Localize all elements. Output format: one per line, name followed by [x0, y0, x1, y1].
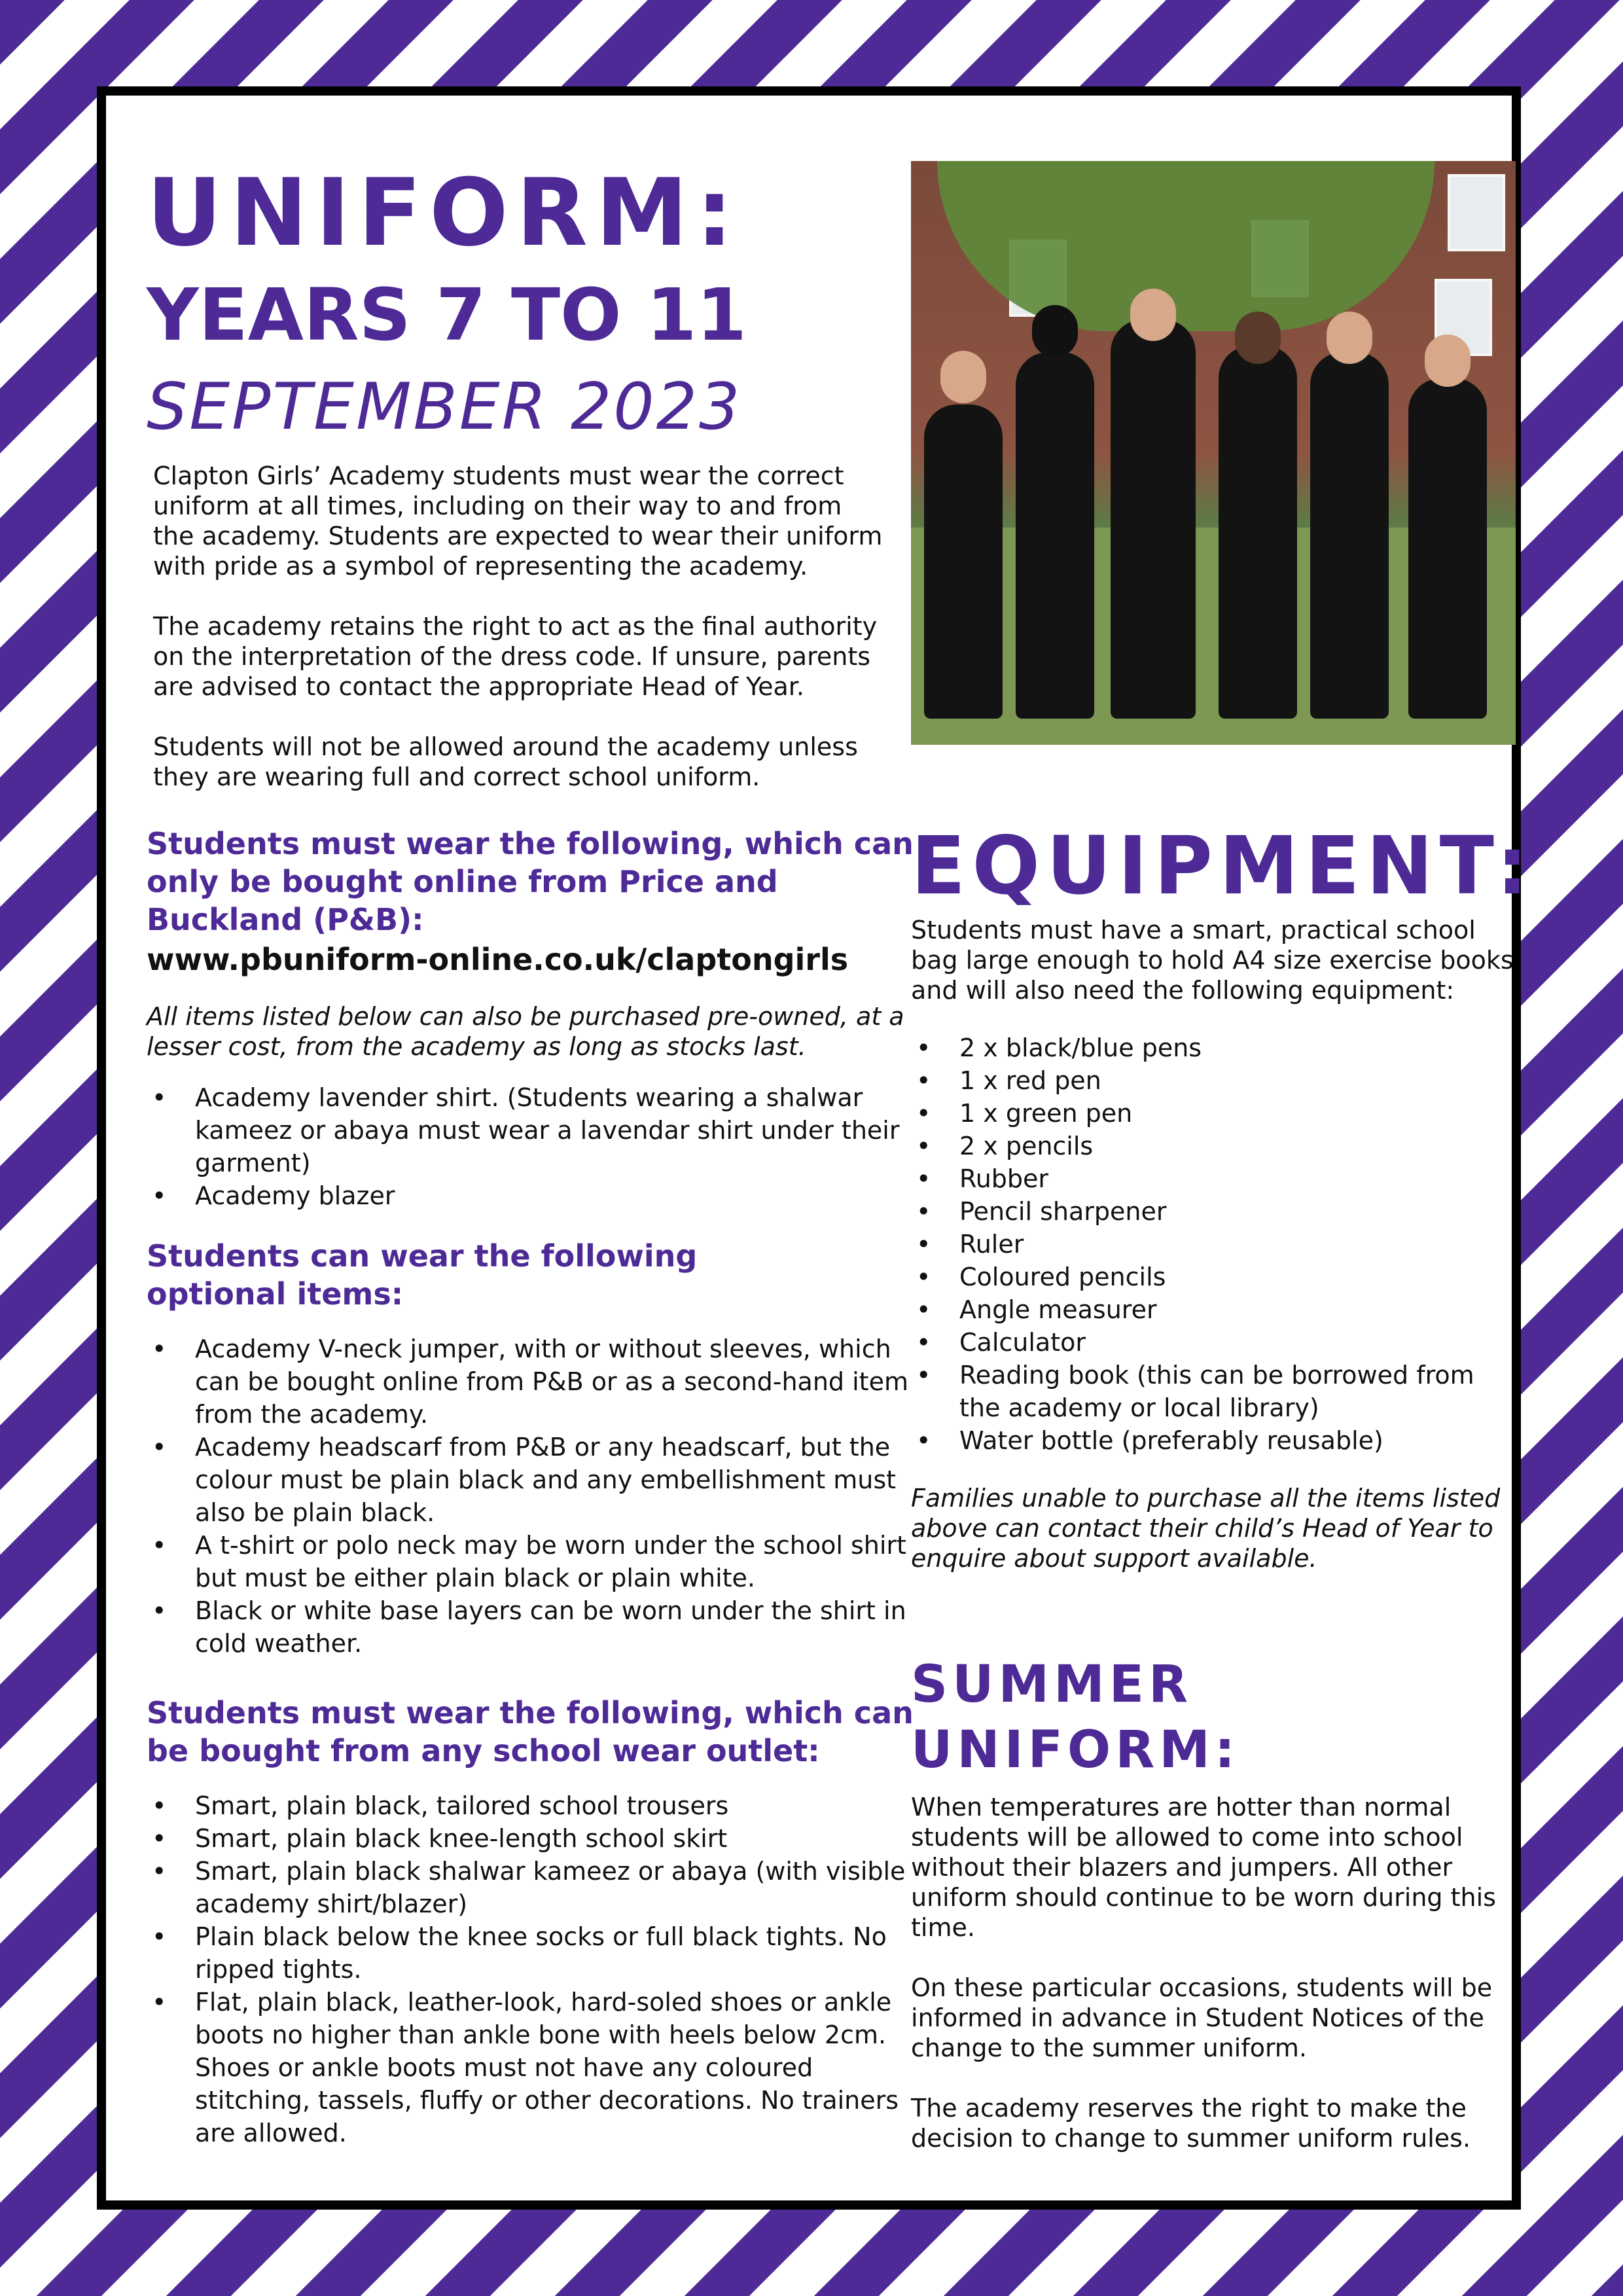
- list-item: • Black or white base layers can be worn under the shirt in cold weather.: [147, 1594, 919, 1660]
- list-item: • 1 x green pen: [911, 1097, 1520, 1130]
- photo-student: [1219, 346, 1297, 719]
- supplier-url[interactable]: www.pbuniform-online.co.uk/claptongirls: [147, 942, 849, 977]
- list-item: • Academy blazer: [147, 1179, 919, 1212]
- bullet-list: [147, 1789, 919, 2149]
- list-item: • Smart, plain black shalwar kameez or abaya (with visible academy shirt/blazer): [147, 1855, 919, 1920]
- section-optional: [147, 1237, 919, 1660]
- section-heading: Students must wear the following, which can only be bought online from Price and Buckland (P&B):: [147, 826, 914, 937]
- list-item: • Rubber: [911, 1162, 1520, 1195]
- photo-student-head: [1130, 289, 1176, 341]
- section-outlet: [147, 1694, 919, 2149]
- bullet-list: [147, 1081, 919, 1212]
- list-item: • 1 x red pen: [911, 1064, 1520, 1097]
- page-frame: [97, 86, 1535, 2210]
- list-item: • Angle measurer: [911, 1293, 1520, 1326]
- list-item: • Reading book (this can be borrowed from the academy or local library): [911, 1359, 1520, 1424]
- list-item: • Academy V-neck jumper, with or without sleeves, which can be bought online from P&B or as a second-hand item from the academy.: [147, 1333, 919, 1431]
- summer-paragraph: On these particular occasions, students will be informed in advance in Student Notices of the change to the summer uniform.: [911, 1973, 1493, 2062]
- summer-paragraph: When temperatures are hotter than normal students will be allowed to come into school without their blazers and jumpers. All other uniform should continue to be worn during this time.: [911, 1793, 1496, 1942]
- list-item: • Calculator: [911, 1326, 1520, 1359]
- section-heading: Students can wear the following optional items:: [147, 1238, 698, 1312]
- list-item: • Pencil sharpener: [911, 1195, 1520, 1228]
- section-heading: Students must wear the following, which can be bought from any school wear outlet:: [147, 1695, 914, 1768]
- equipment-section: [911, 817, 1535, 1573]
- page-date: SEPTEMBER 2023: [147, 370, 742, 444]
- photo-student-head: [1327, 312, 1372, 364]
- list-item: • Coloured pencils: [911, 1261, 1520, 1293]
- list-item: • 2 x black/blue pens: [911, 1031, 1520, 1064]
- equipment-heading: EQUIPMENT:: [911, 819, 1535, 912]
- intro-paragraph: The academy retains the right to act as the final authority on the interpretation of the dress code. If unsure, parents are advised to contact the appropriate Head of Year.: [153, 612, 878, 701]
- section-note: All items listed below can also be purchased pre-owned, at a lesser cost, from the academy as long as stocks last.: [147, 1002, 904, 1061]
- list-item: • Academy headscarf from P&B or any headscarf, but the colour must be plain black and any embellishment must also be plain black.: [147, 1431, 919, 1529]
- equipment-list: [911, 1031, 1520, 1457]
- summer-paragraph: The academy reserves the right to make the decision to change to summer uniform rules.: [911, 2094, 1471, 2153]
- photo-window: [1448, 174, 1505, 251]
- photo-student-head: [940, 351, 986, 403]
- photo-student: [924, 404, 1003, 719]
- list-item: • Plain black below the knee socks or full black tights. No ripped tights.: [147, 1920, 919, 1986]
- photo-student-head: [1235, 312, 1281, 364]
- left-column: [147, 161, 919, 2149]
- list-item: • Smart, plain black, tailored school trousers: [147, 1789, 919, 1822]
- photo-student-head: [1032, 305, 1078, 357]
- list-item: • A t-shirt or polo neck may be worn under the school shirt but must be either plain black or plain white.: [147, 1529, 919, 1594]
- summer-heading: SUMMER UNIFORM:: [911, 1655, 1240, 1780]
- page-title: UNIFORM:: [147, 159, 741, 267]
- list-item: • Water bottle (preferably reusable): [911, 1424, 1520, 1457]
- photo-student: [1111, 319, 1196, 719]
- intro-paragraph: Students will not be allowed around the academy unless they are wearing full and correct school uniform.: [153, 732, 858, 791]
- photo-student: [1310, 352, 1389, 719]
- list-item: • Ruler: [911, 1228, 1520, 1261]
- equipment-note: Families unable to purchase all the items listed above can contact their child’s Head of Year to enquire about support available.: [911, 1484, 1501, 1573]
- intro-paragraph: Clapton Girls’ Academy students must wear the correct uniform at all times, including on their way to and from the academy. Students are expected to wear their uniform with pride as a symbol of representing the academy.: [153, 461, 883, 581]
- photo-student-head: [1425, 334, 1471, 387]
- page-subtitle: YEARS 7 TO 11: [147, 273, 747, 357]
- photo-student: [1408, 378, 1487, 719]
- photo-student: [1016, 352, 1094, 719]
- list-item: • 2 x pencils: [911, 1130, 1520, 1162]
- right-column: [911, 161, 1535, 2153]
- section-pb: [147, 825, 919, 1212]
- equipment-intro: Students must have a smart, practical school bag large enough to hold A4 size exercise books and will also need the following equipment:: [911, 916, 1514, 1005]
- summer-section: [911, 1652, 1520, 2153]
- list-item: • Academy lavender shirt. (Students wearing a shalwar kameez or abaya must wear a lavendar shirt under their garment): [147, 1081, 919, 1179]
- students-photo: [911, 161, 1516, 745]
- list-item: • Flat, plain black, leather-look, hard-soled shoes or ankle boots no higher than ankle bone with heels below 2cm. Shoes or ankle boots must not have any coloured stitching, tassels, fluffy or other decorations. No trainers are allowed.: [147, 1986, 919, 2149]
- intro-text: [147, 461, 886, 792]
- list-item: • Smart, plain black knee-length school skirt: [147, 1822, 919, 1855]
- bullet-list: [147, 1333, 919, 1660]
